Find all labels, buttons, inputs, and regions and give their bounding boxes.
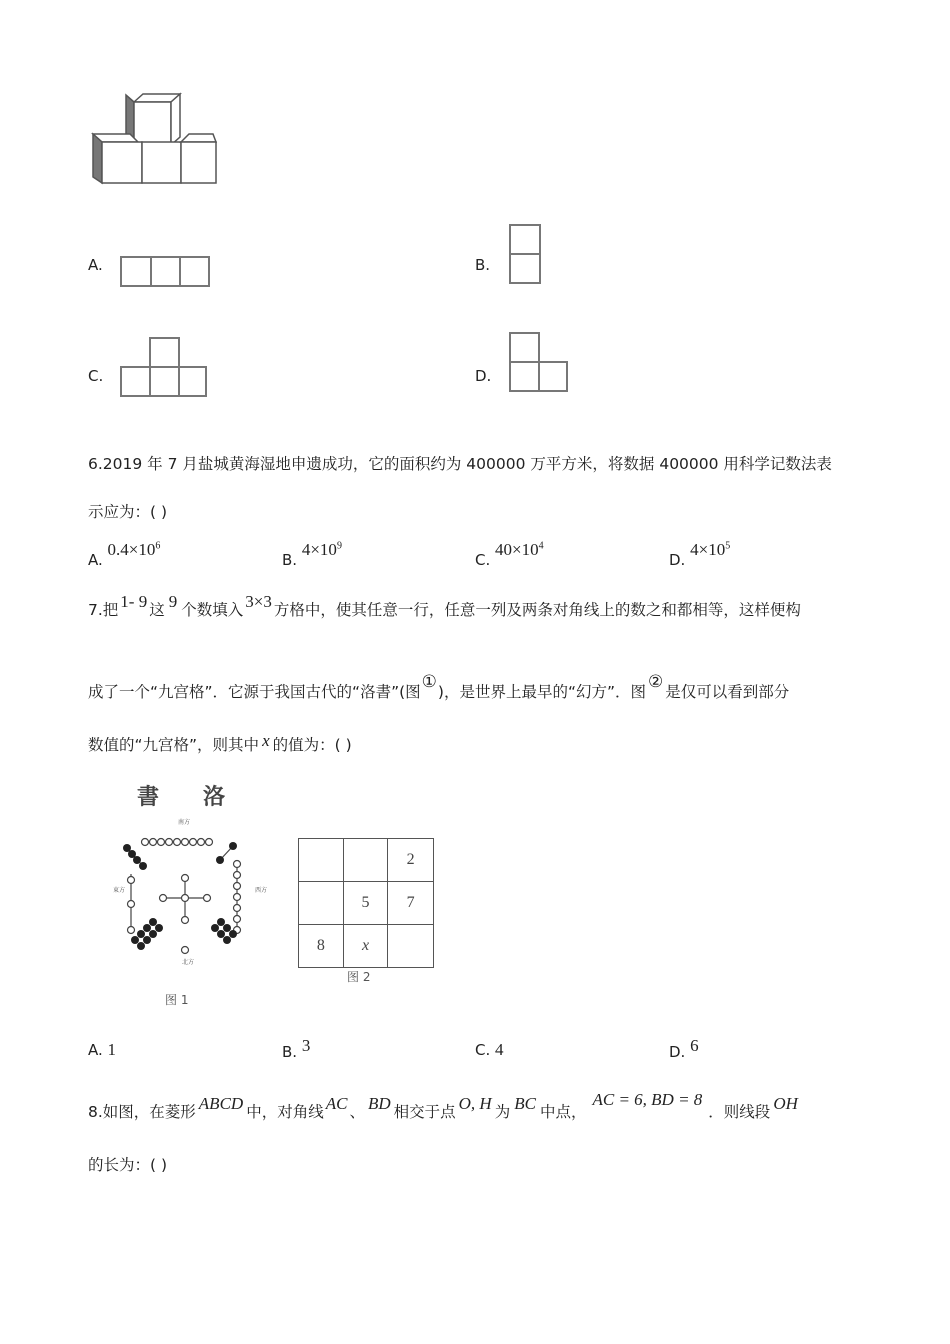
q6-option-d-value: $4\times 10^5$	[690, 540, 731, 559]
q7-stem-line2: 成了一个“九宫格”．它源于我国古代的“洛書”(图①)，是世界上最早的“幻方”．图②是仅可以看到部分	[88, 672, 790, 701]
q6-option-c[interactable]	[475, 540, 544, 569]
grid-cell	[344, 839, 389, 882]
q6-stem-line2: 示应为：( )	[88, 503, 168, 521]
q6-option-c-letter: C.	[475, 551, 491, 569]
q5-option-a-label[interactable]: A.	[88, 256, 103, 274]
cube-solid-figure	[88, 92, 223, 187]
q8-stem-line2: 的长为：( )	[88, 1156, 168, 1174]
q6-option-b-letter: B.	[282, 551, 298, 569]
grid-cell: x	[344, 925, 389, 967]
q6-option-d-letter: D.	[669, 551, 686, 569]
q5-option-c-label[interactable]: C.	[88, 367, 104, 385]
grid-cell	[299, 882, 344, 925]
q5-option-c-figure	[120, 337, 210, 399]
fig1-title-right: 洛	[203, 784, 226, 810]
q6-option-b[interactable]	[282, 540, 342, 569]
fig1-label-east: 東方	[113, 887, 126, 894]
grid-cell: 5	[344, 882, 389, 925]
q5-option-d-label[interactable]: D.	[475, 367, 492, 385]
magic-square-grid	[298, 838, 434, 968]
q7-stem-line1: 7.把 1- 9 这 9 个数填入 3×3 方格中，使其任意一行，任意一列及两条对角线上的数之和都相等，这样便构	[88, 592, 801, 619]
q7-option-d[interactable]: D. 6	[669, 1036, 699, 1061]
q8-stem-line1: 8.如图，在菱形 ABCD 中，对角线 AC 、 BD 相交于点 O, H 为 BC 中点，AC = 6, BD = 8．则线段 OH	[88, 1090, 798, 1121]
q5-option-d-figure	[509, 332, 571, 394]
grid-cell	[388, 925, 433, 967]
grid-cell: 7	[388, 882, 433, 925]
q6-option-c-value: $40\times 10^4$	[495, 540, 544, 559]
q7-option-b[interactable]: B. 3	[282, 1036, 311, 1061]
fig1-caption: 图 1	[165, 993, 189, 1007]
q5-option-a-figure	[120, 256, 212, 288]
q6-option-d[interactable]	[669, 540, 731, 569]
q7-option-c[interactable]: C. 4	[475, 1040, 504, 1059]
fig1-title-left: 書	[137, 784, 160, 810]
q5-option-b-label[interactable]: B.	[475, 256, 491, 274]
grid-cell: 2	[388, 839, 433, 882]
fig2-caption: 图 2	[347, 970, 371, 984]
q7-stem-line3: 数值的“九宫格”，则其中 x 的值为：( )	[88, 731, 352, 754]
luoshu-figure	[105, 780, 270, 1010]
grid-cell: 8	[299, 925, 344, 967]
fig1-label-south: 南方	[178, 819, 191, 826]
q6-option-a-letter: A.	[88, 551, 103, 569]
q7-option-a[interactable]: A. 1	[88, 1040, 117, 1059]
grid-cell	[299, 839, 344, 882]
fig1-label-west: 西方	[255, 887, 268, 894]
fig1-label-north: 北方	[182, 959, 195, 966]
q5-option-b-figure	[509, 224, 543, 286]
q6-stem-line1: 6.2019 年 7 月盐城黄海湿地申遗成功，它的面积约为 400000 万平方米，将数据 400000 用科学记数法表	[88, 455, 832, 473]
q6-option-b-value: $4\times 10^9$	[301, 540, 342, 559]
q6-option-a[interactable]	[88, 540, 161, 569]
q6-option-a-value: $0.4\times 10^6$	[107, 540, 161, 559]
